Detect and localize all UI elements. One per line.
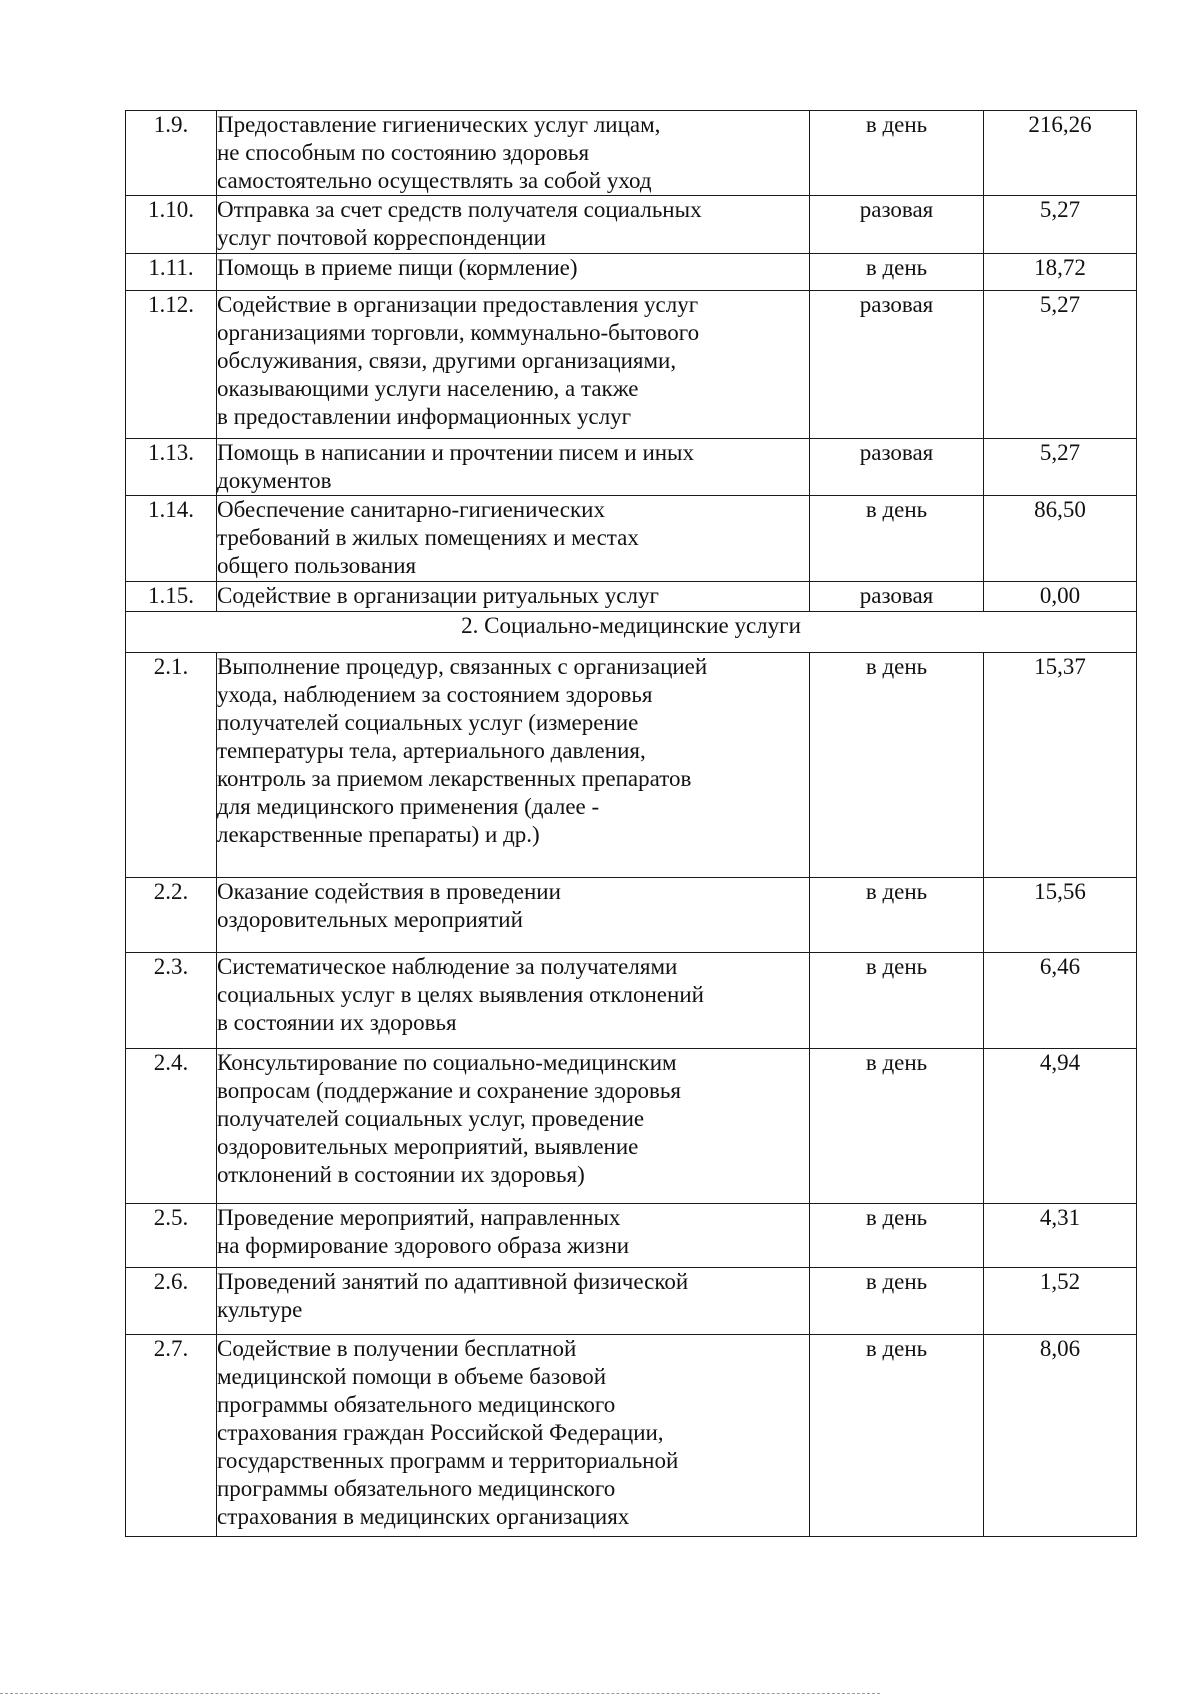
service-name: Выполнение процедур, связанных с организацией ухода, наблюдением за состоянием здоровья получателей социальных услуг (измерение температуры тела, артериального давления, контроль за приемом лекарственных препаратов для медицинского применения (далее - лекарственные препараты) и др.) [217, 653, 810, 878]
service-name: Содействие в организации ритуальных услуг [217, 582, 810, 612]
service-price: 15,56 [984, 878, 1137, 953]
section-title: 2. Социально-медицинские услуги [126, 612, 1137, 653]
service-price: 8,06 [984, 1335, 1137, 1537]
service-price: 1,52 [984, 1268, 1137, 1335]
service-unit: разовая [810, 196, 984, 254]
service-name: Проведений занятий по адаптивной физической культуре [217, 1268, 810, 1335]
table-row [126, 582, 1137, 612]
services-tariff-table [125, 110, 1137, 1537]
table-row [126, 953, 1137, 1049]
service-price: 18,72 [984, 254, 1137, 291]
service-unit: разовая [810, 582, 984, 612]
service-unit: в день [810, 1204, 984, 1268]
table-row [126, 439, 1137, 496]
service-name: Содействие в получении бесплатной медицинской помощи в объеме базовой программы обязательного медицинского страхования граждан Российской Федерации, государственных программ и территориальной программы обязательного медицинского страхования в медицинских организациях [217, 1335, 810, 1537]
service-price: 0,00 [984, 582, 1137, 612]
service-name: Обеспечение санитарно-гигиенических требований в жилых помещениях и местах общего пользования [217, 496, 810, 582]
service-number: 1.9. [126, 111, 217, 196]
service-name: Консультирование по социально-медицинским вопросам (поддержание и сохранение здоровья получателей социальных услуг, проведение оздоровительных мероприятий, выявление отклонений в состоянии их здоровья) [217, 1049, 810, 1204]
service-number: 1.13. [126, 439, 217, 496]
service-number: 1.11. [126, 254, 217, 291]
service-unit: разовая [810, 291, 984, 439]
service-name: Помощь в написании и прочтении писем и иных документов [217, 439, 810, 496]
page-bottom-scan-line [0, 1693, 880, 1694]
table-row [126, 291, 1137, 439]
table-row [126, 653, 1137, 878]
service-price: 5,27 [984, 291, 1137, 439]
service-name: Помощь в приеме пищи (кормление) [217, 254, 810, 291]
service-unit: в день [810, 1049, 984, 1204]
service-number: 2.2. [126, 878, 217, 953]
service-price: 216,26 [984, 111, 1137, 196]
service-number: 1.15. [126, 582, 217, 612]
service-number: 2.4. [126, 1049, 217, 1204]
service-unit: в день [810, 111, 984, 196]
service-name: Систематическое наблюдение за получателями социальных услуг в целях выявления отклонений в состоянии их здоровья [217, 953, 810, 1049]
table-row [126, 1049, 1137, 1204]
table-row [126, 1204, 1137, 1268]
table-row [126, 878, 1137, 953]
service-unit: в день [810, 1268, 984, 1335]
service-number: 1.10. [126, 196, 217, 254]
service-number: 1.14. [126, 496, 217, 582]
service-number: 2.6. [126, 1268, 217, 1335]
table-row [126, 496, 1137, 582]
service-price: 6,46 [984, 953, 1137, 1049]
service-number: 1.12. [126, 291, 217, 439]
service-unit: в день [810, 653, 984, 878]
table-row [126, 1268, 1137, 1335]
service-name: Отправка за счет средств получателя социальных услуг почтовой корреспонденции [217, 196, 810, 254]
table-row [126, 111, 1137, 196]
service-unit: в день [810, 878, 984, 953]
service-name: Предоставление гигиенических услуг лицам, не способным по состоянию здоровья самостоятельно осуществлять за собой уход [217, 111, 810, 196]
service-number: 2.3. [126, 953, 217, 1049]
table-row [126, 1335, 1137, 1537]
service-name: Содействие в организации предоставления услуг организациями торговли, коммунально-бытового обслуживания, связи, другими организациями, оказывающими услуги населению, а также в предоставлении информационных услуг [217, 291, 810, 439]
table-row [126, 196, 1137, 254]
section-heading-row [126, 612, 1137, 653]
service-name: Оказание содействия в проведении оздоровительных мероприятий [217, 878, 810, 953]
service-price: 86,50 [984, 496, 1137, 582]
service-number: 2.5. [126, 1204, 217, 1268]
service-price: 5,27 [984, 196, 1137, 254]
service-unit: в день [810, 496, 984, 582]
service-price: 4,94 [984, 1049, 1137, 1204]
service-unit: в день [810, 1335, 984, 1537]
service-price: 15,37 [984, 653, 1137, 878]
service-number: 2.7. [126, 1335, 217, 1537]
service-price: 5,27 [984, 439, 1137, 496]
service-unit: в день [810, 254, 984, 291]
service-number: 2.1. [126, 653, 217, 878]
service-name: Проведение мероприятий, направленных на формирование здорового образа жизни [217, 1204, 810, 1268]
table-row [126, 254, 1137, 291]
service-unit: в день [810, 953, 984, 1049]
service-unit: разовая [810, 439, 984, 496]
service-price: 4,31 [984, 1204, 1137, 1268]
